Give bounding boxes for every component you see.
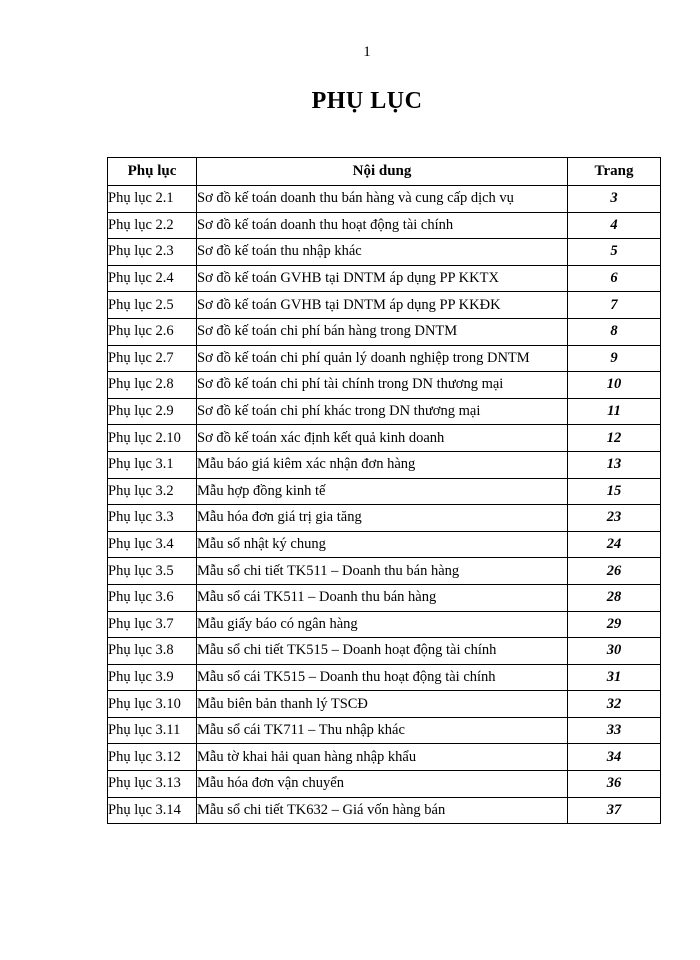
appendix-page-cell: 15 (568, 478, 661, 505)
header-content: Nội dung (197, 158, 568, 186)
appendix-content-cell: Mẫu sổ chi tiết TK511 – Doanh thu bán hàng (197, 558, 568, 585)
appendix-page-cell: 12 (568, 425, 661, 452)
appendix-code-cell: Phụ lục 3.13 (108, 771, 197, 798)
table-row (108, 558, 661, 585)
appendix-page-cell: 37 (568, 797, 661, 824)
appendix-content-cell: Sơ đồ kế toán GVHB tại DNTM áp dụng PP KKTX (197, 265, 568, 292)
appendix-page-cell: 31 (568, 664, 661, 691)
appendix-content-cell: Mẫu báo giá kiêm xác nhận đơn hàng (197, 451, 568, 478)
appendix-code-cell: Phụ lục 2.4 (108, 265, 197, 292)
table-row (108, 584, 661, 611)
appendix-code-cell: Phụ lục 2.3 (108, 239, 197, 266)
appendix-content-cell: Mẫu hóa đơn giá trị gia tăng (197, 505, 568, 532)
appendix-content-cell: Mẫu hóa đơn vận chuyển (197, 771, 568, 798)
appendix-page-cell: 23 (568, 505, 661, 532)
appendix-code-cell: Phụ lục 2.6 (108, 318, 197, 345)
appendix-code-cell: Phụ lục 3.1 (108, 451, 197, 478)
appendix-code-cell: Phụ lục 2.1 (108, 186, 197, 213)
table-row (108, 265, 661, 292)
appendix-content-cell: Mẫu sổ chi tiết TK632 – Giá vốn hàng bán (197, 797, 568, 824)
appendix-code-cell: Phụ lục 3.9 (108, 664, 197, 691)
appendix-code-cell: Phụ lục 2.7 (108, 345, 197, 372)
table-row (108, 531, 661, 558)
table-row (108, 771, 661, 798)
table-row (108, 345, 661, 372)
table-row (108, 664, 661, 691)
appendix-content-cell: Sơ đồ kế toán chi phí tài chính trong DN thương mại (197, 372, 568, 399)
appendix-page-cell: 9 (568, 345, 661, 372)
appendix-page-cell: 33 (568, 717, 661, 744)
appendix-content-cell: Mẫu sổ cái TK511 – Doanh thu bán hàng (197, 584, 568, 611)
table-row (108, 478, 661, 505)
appendix-page-cell: 26 (568, 558, 661, 585)
appendix-page-cell: 8 (568, 318, 661, 345)
appendix-page-cell: 10 (568, 372, 661, 399)
table-row (108, 691, 661, 718)
appendix-content-cell: Mẫu sổ cái TK515 – Doanh thu hoạt động tài chính (197, 664, 568, 691)
appendix-content-cell: Sơ đồ kế toán chi phí quản lý doanh nghiệp trong DNTM (197, 345, 568, 372)
table-row (108, 717, 661, 744)
table-row (108, 186, 661, 213)
appendix-code-cell: Phụ lục 3.2 (108, 478, 197, 505)
appendix-code-cell: Phụ lục 3.12 (108, 744, 197, 771)
appendix-content-cell: Sơ đồ kế toán doanh thu bán hàng và cung cấp dịch vụ (197, 186, 568, 213)
header-code: Phụ lục (108, 158, 197, 186)
appendix-content-cell: Mẫu hợp đồng kinh tế (197, 478, 568, 505)
appendix-code-cell: Phụ lục 3.14 (108, 797, 197, 824)
appendix-page-cell: 34 (568, 744, 661, 771)
appendix-page-cell: 3 (568, 186, 661, 213)
appendix-page-cell: 24 (568, 531, 661, 558)
table-row (108, 292, 661, 319)
appendix-code-cell: Phụ lục 3.10 (108, 691, 197, 718)
appendix-page-cell: 11 (568, 398, 661, 425)
table-row (108, 797, 661, 824)
header-page: Trang (568, 158, 661, 186)
appendix-content-cell: Sơ đồ kế toán chi phí bán hàng trong DNTM (197, 318, 568, 345)
table-row (108, 638, 661, 665)
table-row (108, 505, 661, 532)
appendix-code-cell: Phụ lục 2.10 (108, 425, 197, 452)
appendix-code-cell: Phụ lục 3.5 (108, 558, 197, 585)
appendix-code-cell: Phụ lục 3.11 (108, 717, 197, 744)
table-row (108, 318, 661, 345)
appendix-code-cell: Phụ lục 3.4 (108, 531, 197, 558)
appendix-page-cell: 29 (568, 611, 661, 638)
appendix-code-cell: Phụ lục 3.6 (108, 584, 197, 611)
appendix-content-cell: Sơ đồ kế toán GVHB tại DNTM áp dụng PP KKĐK (197, 292, 568, 319)
appendix-content-cell: Sơ đồ kế toán doanh thu hoạt động tài chính (197, 212, 568, 239)
appendix-code-cell: Phụ lục 3.7 (108, 611, 197, 638)
table-row (108, 372, 661, 399)
table-row (108, 239, 661, 266)
appendix-code-cell: Phụ lục 3.8 (108, 638, 197, 665)
appendix-content-cell: Mẫu tờ khai hải quan hàng nhập khẩu (197, 744, 568, 771)
table-row (108, 398, 661, 425)
appendix-page-cell: 13 (568, 451, 661, 478)
appendix-page-cell: 32 (568, 691, 661, 718)
table-row (108, 744, 661, 771)
appendix-content-cell: Mẫu sổ nhật ký chung (197, 531, 568, 558)
appendix-content-cell: Mẫu sổ chi tiết TK515 – Doanh hoạt động tài chính (197, 638, 568, 665)
table-header-row (108, 158, 661, 186)
appendix-content-cell: Sơ đồ kế toán xác định kết quả kinh doanh (197, 425, 568, 452)
appendix-content-cell: Mẫu sổ cái TK711 – Thu nhập khác (197, 717, 568, 744)
table-row (108, 425, 661, 452)
appendix-content-cell: Sơ đồ kế toán chi phí khác trong DN thương mại (197, 398, 568, 425)
appendix-table (107, 157, 661, 824)
table-body (108, 186, 661, 824)
appendix-code-cell: Phụ lục 3.3 (108, 505, 197, 532)
appendix-code-cell: Phụ lục 2.5 (108, 292, 197, 319)
appendix-code-cell: Phụ lục 2.2 (108, 212, 197, 239)
page-title: PHỤ LỤC (311, 88, 423, 114)
table-row (108, 451, 661, 478)
appendix-page-cell: 7 (568, 292, 661, 319)
appendix-content-cell: Sơ đồ kế toán thu nhập khác (197, 239, 568, 266)
appendix-page-cell: 30 (568, 638, 661, 665)
appendix-page-cell: 5 (568, 239, 661, 266)
appendix-page-cell: 6 (568, 265, 661, 292)
appendix-content-cell: Mẫu giấy báo có ngân hàng (197, 611, 568, 638)
table-row (108, 611, 661, 638)
appendix-page-cell: 4 (568, 212, 661, 239)
appendix-code-cell: Phụ lục 2.9 (108, 398, 197, 425)
page-number: 1 (363, 44, 371, 60)
appendix-content-cell: Mẫu biên bản thanh lý TSCĐ (197, 691, 568, 718)
appendix-page-cell: 28 (568, 584, 661, 611)
appendix-page-cell: 36 (568, 771, 661, 798)
appendix-code-cell: Phụ lục 2.8 (108, 372, 197, 399)
table-row (108, 212, 661, 239)
